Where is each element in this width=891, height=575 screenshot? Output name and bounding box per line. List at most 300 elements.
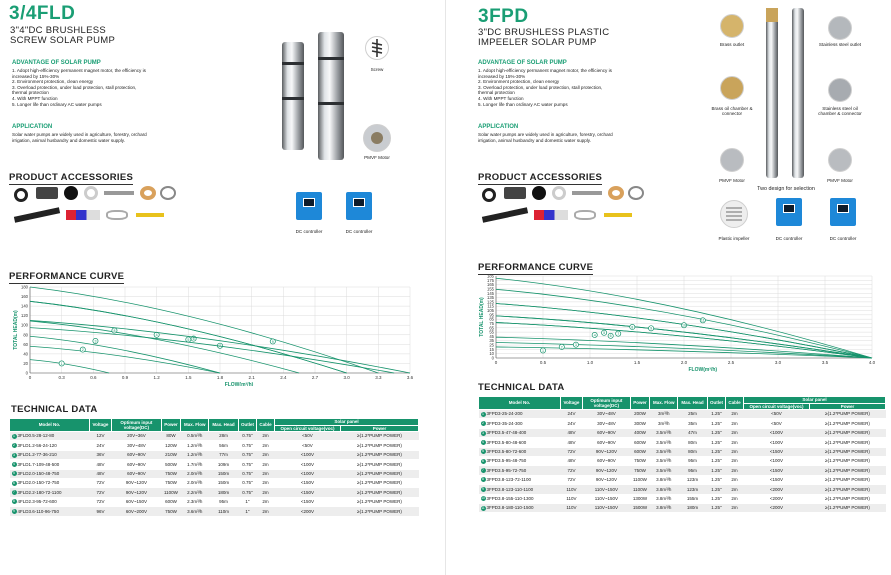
cell-max-head: 155m — [678, 494, 707, 503]
cell-optimum-voltage: 90V~120V — [111, 488, 161, 497]
accessory-screwdriver — [604, 213, 632, 217]
cell-cable: 2m — [726, 456, 744, 465]
x-axis-label: FLOW(m³/h) — [224, 382, 254, 386]
accessory-clamp — [160, 186, 176, 200]
model-number: 3FPD3.5-80-72-600 — [486, 449, 527, 454]
x-tick-label: 0.3 — [58, 375, 65, 380]
table-row — [479, 456, 886, 465]
left-page-3-4fld — [0, 0, 445, 575]
cell-max-flow: 0.5m³/h — [181, 432, 209, 441]
y-tick-label: 125 — [487, 299, 494, 305]
y-tick-label: 15 — [489, 346, 494, 352]
th-flow: Max. Flow — [650, 397, 678, 410]
y-tick-label: 145 — [487, 290, 494, 296]
cell-power: 600W — [630, 447, 649, 456]
cell-optimum-voltage: 110V~150V — [582, 485, 630, 494]
cell-model — [479, 475, 561, 484]
cell-max-flow: 3.8m³/h — [650, 494, 678, 503]
series-marker-label: 1 — [542, 348, 544, 353]
table-row — [479, 419, 886, 428]
application-text — [478, 132, 668, 143]
cell-model — [479, 503, 561, 512]
model-number: 3FPD3.5-95-48-750 — [486, 458, 527, 464]
cell-outlet: 0.75" — [238, 432, 257, 441]
right-page-3fpd — [446, 0, 891, 575]
cell-power: 600W — [161, 497, 180, 506]
cell-cable: 2m — [726, 428, 744, 437]
advantage-item: 3. Overload protection, under load protection, stall protection, — [12, 84, 137, 90]
cell-voc: <100V — [743, 456, 809, 465]
y-tick-label: 10 — [489, 351, 494, 357]
cell-max-flow: 3.8m³/h — [650, 475, 678, 484]
controller-screen — [837, 204, 849, 213]
x-tick-label: 2.7 — [311, 375, 319, 380]
series-marker-label: 7 — [219, 344, 221, 349]
cell-power: 750W — [630, 456, 649, 465]
performance-curve-title: PERFORMANCE CURVE — [9, 271, 125, 282]
cell-voltage: 72V — [561, 475, 583, 484]
cell-voc: <200V — [743, 485, 809, 494]
cell-panel-power: ≥(1.2*PUMP POWER) — [341, 488, 419, 497]
cell-optimum-voltage: 30V~48V — [111, 441, 161, 450]
cell-cable: 2m — [257, 432, 275, 441]
cell-voc: <150V — [743, 475, 809, 484]
cell-voc: <50V — [274, 432, 340, 441]
cell-voltage: 48V — [561, 438, 583, 447]
dc-controller-label-1: DC controller — [295, 229, 323, 234]
subtitle-line-2: IMPEELER SOLAR PUMP — [478, 37, 597, 48]
cell-voltage: 72V — [561, 466, 583, 475]
accessory-rope — [140, 186, 156, 200]
cell-voltage: 24V — [561, 410, 583, 419]
x-tick-label: 3.6 — [406, 375, 414, 380]
cell-model — [479, 438, 561, 447]
th-voc: Open circuit voltage(voc) — [743, 403, 809, 410]
table-row — [10, 497, 419, 506]
accessory-wire-loop — [574, 210, 596, 220]
accessory-screw — [104, 191, 134, 195]
table-row — [479, 466, 886, 475]
advantage-item: 1. Adopt high-efficiency permanent magnet motor, the efficiency is — [478, 68, 612, 73]
table-row — [10, 488, 419, 497]
x-tick-label: 1.8 — [216, 375, 224, 380]
advantage-item: 5. Longer life than ordinary AC water pumps — [478, 101, 568, 107]
x-tick-label: 1.2 — [153, 375, 160, 380]
accessory-connectors — [66, 210, 100, 220]
cell-voc: <150V — [743, 466, 809, 475]
application-line: Solar water pumps are widely used in agriculture, forestry, orchard — [478, 132, 613, 137]
cell-max-flow: 2.2m³/h — [181, 488, 209, 497]
cell-outlet: 1.25" — [707, 494, 726, 503]
brass-outlet-label: Brass outlet — [719, 42, 745, 47]
x-tick-label: 0 — [28, 375, 32, 380]
cell-optimum-voltage: 60V~90V — [582, 428, 630, 437]
th-model: Model No. — [479, 397, 561, 410]
x-tick-label: 4.0 — [868, 360, 876, 365]
cell-power: 1500W — [630, 503, 649, 512]
cell-outlet: 1.25" — [707, 503, 726, 512]
cell-cable: 2m — [726, 466, 744, 475]
accessory-tape-white — [552, 186, 566, 200]
accessory-tape-black — [64, 186, 78, 200]
y-tick-label: 20 — [23, 360, 28, 366]
table-row — [10, 450, 419, 459]
cell-voltage: 72V — [90, 478, 112, 487]
cell-optimum-voltage: 90V~120V — [111, 478, 161, 487]
y-tick-label: 85 — [489, 316, 494, 322]
y-tick-label: 135 — [487, 295, 494, 301]
model-number: 3FPD3.8-180-110-1500 — [486, 505, 534, 511]
cell-outlet: 0.75" — [238, 460, 257, 469]
th-power: Power — [630, 397, 649, 410]
cell-outlet: 1.25" — [707, 410, 726, 419]
stainless-outlet-label: Stainless steel outlet — [818, 42, 862, 47]
th-power: Power — [161, 419, 180, 432]
row-number-badge: 10 — [481, 496, 485, 501]
y-tick-label: 80 — [23, 332, 28, 338]
y-tick-label: 165 — [487, 282, 494, 288]
cell-panel-power: ≥(1.2*PUMP POWER) — [810, 438, 886, 447]
model-number: 4FLD2.3-95-72-600 — [17, 499, 57, 505]
row-number-badge: 1 — [482, 411, 484, 416]
controller-screen — [783, 204, 795, 213]
brass-oil-chamber-image — [720, 76, 744, 100]
cell-cable: 2m — [726, 494, 744, 503]
cell-voltage: 72V — [90, 488, 112, 497]
model-number: 3FLD1.7-109-48-500 — [17, 461, 60, 467]
advantage-item: 2. Environment protection, clean energy — [12, 79, 94, 85]
cell-panel-power: ≥(1.2*PUMP POWER) — [341, 441, 419, 450]
table-row — [479, 438, 886, 447]
screw-label: Screw — [370, 67, 384, 72]
cell-max-head: 80m — [678, 438, 707, 447]
x-tick-label: 0 — [494, 360, 498, 365]
pump-ring — [318, 102, 344, 105]
cell-voc: <100V — [743, 428, 809, 437]
row-number-badge: 3 — [13, 452, 15, 457]
cell-max-flow: 3.8m³/h — [650, 503, 678, 512]
cell-panel-power: ≥(1.2*PUMP POWER) — [810, 456, 886, 465]
cell-model — [10, 497, 90, 506]
cell-panel-power: ≥(1.2*PUMP POWER) — [341, 450, 419, 459]
cell-voc: <150V — [274, 488, 340, 497]
cell-model — [10, 450, 90, 459]
cell-voc: <50V — [274, 441, 340, 450]
accessory-rope — [608, 186, 624, 200]
stainless-outlet-image — [828, 16, 852, 40]
pump-ring — [282, 97, 304, 100]
cell-model — [479, 466, 561, 475]
x-tick-label: 2.5 — [727, 360, 735, 365]
cell-voc: <100V — [274, 460, 340, 469]
dc-controller-image-1 — [776, 198, 802, 226]
row-number-badge: 7 — [482, 468, 484, 473]
performance-chart-right — [470, 272, 882, 376]
x-tick-label: 0.6 — [90, 375, 97, 380]
cell-voltage: 72V — [561, 447, 583, 456]
x-tick-label: 3.0 — [774, 360, 782, 365]
model-number: 3FLD0.5-28-12-80 — [17, 433, 55, 439]
cell-cable: 2m — [257, 460, 275, 469]
y-tick-label: 45 — [489, 333, 494, 339]
cell-max-flow: 3.5m³/h — [650, 428, 678, 437]
th-panel-power: Power — [810, 403, 886, 410]
th-voc: Open circuit voltage(voc) — [274, 425, 340, 432]
table-row — [10, 478, 419, 487]
accessory-wire-loop — [106, 210, 128, 220]
cell-panel-power: ≥(1.2*PUMP POWER) — [341, 478, 419, 487]
table-row — [10, 441, 419, 450]
cell-panel-power: ≥(1.2*PUMP POWER) — [810, 494, 886, 503]
series-marker-label: 1 — [60, 361, 63, 366]
x-tick-label: 1.0 — [586, 360, 594, 365]
application-line: Solar water pumps are widely used in agriculture, forestry, orchard — [12, 132, 147, 137]
model-number: 3FPD3-25-24-200 — [486, 411, 523, 417]
pmvf-motor-image — [363, 124, 391, 152]
cell-optimum-voltage: 60V~90V — [582, 438, 630, 447]
y-tick-label: 175 — [487, 277, 494, 283]
row-number-badge: 7 — [13, 490, 15, 495]
application-line: irrigation, animal husbandry and domestic water supply. — [478, 137, 592, 143]
model-number: 3FLD2.2-180-72-1100 — [17, 489, 62, 495]
table-row — [479, 485, 886, 494]
cell-model — [10, 460, 90, 469]
cell-voltage: 48V — [90, 469, 112, 478]
model-number: 3FPD3.8-123-110-1100 — [486, 486, 534, 492]
row-number-badge: 3 — [482, 430, 484, 435]
cell-voltage: 72V — [90, 497, 112, 506]
y-tick-label: 180 — [21, 284, 28, 290]
cell-voltage: 24V — [561, 419, 583, 428]
cell-optimum-voltage: 110V~150V — [582, 494, 630, 503]
x-tick-label: 0.5 — [539, 360, 547, 365]
cell-max-head: 150m — [209, 478, 238, 487]
cell-max-flow: 2.3m³/h — [181, 497, 209, 506]
dc-controller-label-2: DC controller — [345, 229, 373, 234]
controller-screen — [303, 198, 315, 207]
cell-max-flow: 3.8m³/h — [650, 485, 678, 494]
accessory-heat-shrink — [482, 207, 528, 222]
cell-max-flow: 3m³/h — [650, 419, 678, 428]
y-tick-label: 105 — [487, 308, 494, 314]
cell-voc: <150V — [274, 497, 340, 506]
cell-panel-power: ≥(1.2*PUMP POWER) — [810, 447, 886, 456]
accessory-clamp — [628, 186, 644, 200]
series-line-7 — [30, 287, 378, 373]
y-tick-label: 65 — [489, 325, 494, 331]
advantage-item: 4. With MPPT function — [12, 95, 58, 101]
stainless-oil-label: Stainless steel oil chamber & connector — [818, 106, 862, 116]
cell-outlet: 1.25" — [707, 428, 726, 437]
accessory-cable-gland — [504, 187, 526, 199]
cell-power: 210W — [161, 450, 180, 459]
table-row — [479, 410, 886, 419]
th-voltage: Voltage — [561, 397, 583, 410]
cell-max-head: 95m — [678, 466, 707, 475]
x-tick-label: 1.5 — [633, 360, 641, 365]
technical-data-title: TECHNICAL DATA — [11, 404, 98, 415]
y-tick-label: 0 — [25, 370, 28, 376]
model-number: 3FPD3.5-47-48-400 — [486, 430, 527, 436]
advantage-item: 1. Adopt high-efficiency permanent magnet motor, the efficiency is — [12, 68, 146, 73]
model-title: 3FPD — [478, 6, 529, 27]
cell-model — [479, 485, 561, 494]
cell-model — [10, 478, 90, 487]
cell-max-head: 47m — [678, 428, 707, 437]
series-marker-label: 2 — [81, 347, 84, 352]
motor-label: PMVF Motor — [364, 155, 390, 160]
th-head: Max. Head — [209, 419, 238, 432]
cell-voc: <200V — [743, 503, 809, 512]
brass-head — [766, 8, 778, 22]
cell-max-flow: 1.7m³/h — [181, 460, 209, 469]
table-row — [10, 432, 419, 441]
accessories-title: PRODUCT ACCESSORIES — [478, 172, 603, 183]
series-marker-label: 2 — [560, 345, 563, 350]
accessory-connectors — [534, 210, 568, 220]
series-marker-label: 3 — [574, 343, 577, 348]
subtitle-line-2: SCREW SOLAR PUMP — [10, 35, 116, 46]
model-title: 3/4FLD — [9, 3, 76, 24]
cell-power: 1100W — [630, 485, 649, 494]
y-tick-label: 120 — [21, 313, 28, 319]
x-tick-label: 1.5 — [185, 375, 192, 380]
series-marker-label: 6 — [609, 334, 612, 339]
two-design-label: Two design for selection — [757, 186, 815, 192]
row-number-badge: 2 — [13, 443, 15, 448]
dc-controller-image-1 — [296, 192, 322, 220]
cell-optimum-voltage: 90V~120V — [582, 466, 630, 475]
subtitle-line-1: 3"4"DC BRUSHLESS — [10, 25, 107, 36]
th-optimum: Optimum input voltage(DC) — [582, 397, 630, 410]
cell-max-flow: 3.5m³/h — [650, 456, 678, 465]
model-number: 3FPD3.5-95-72-750 — [486, 467, 527, 473]
table-row — [479, 447, 886, 456]
technical-data-title: TECHNICAL DATA — [478, 382, 565, 393]
cell-power: 750W — [630, 466, 649, 475]
cell-voltage: 36V — [90, 450, 112, 459]
cell-voltage: 96V — [90, 507, 112, 516]
advantage-item: increased by 15%-30% — [478, 73, 526, 79]
table-row — [10, 507, 419, 516]
cell-panel-power: ≥(1.2*PUMP POWER) — [810, 475, 886, 484]
model-number: 3FLD1.2-77-36-210 — [17, 452, 57, 458]
cell-voc: <150V — [274, 478, 340, 487]
cell-max-flow: 3.5m³/h — [650, 438, 678, 447]
series-line-1 — [30, 360, 109, 373]
row-number-badge: 6 — [482, 458, 484, 463]
model-number: 3FLD2.0-150-48-750 — [17, 471, 60, 476]
cell-outlet: 1.25" — [707, 456, 726, 465]
cell-power: 300W — [630, 419, 649, 428]
cell-voltage: 48V — [561, 456, 583, 465]
cell-outlet: 1.25" — [707, 466, 726, 475]
table-row — [479, 494, 886, 503]
model-number: 4FLD3.6-110-96-750 — [17, 508, 59, 514]
cell-cable: 2m — [726, 503, 744, 512]
y-tick-label: 160 — [21, 294, 28, 300]
advantage-item: 2. Environment protection, clean energy — [478, 79, 560, 85]
cell-model — [10, 469, 90, 478]
cell-power: 750W — [161, 469, 180, 478]
cell-cable: 2m — [726, 419, 744, 428]
x-tick-label: 3.0 — [343, 375, 350, 380]
cell-model — [10, 507, 90, 516]
cell-optimum-voltage: 110V~150V — [582, 503, 630, 512]
model-number: 3FLD2.0-150-72-750 — [17, 480, 60, 486]
cell-max-flow: 3m³/h — [650, 410, 678, 419]
cell-max-head: 123m — [678, 485, 707, 494]
cell-max-head: 95m — [209, 497, 238, 506]
application-text — [12, 132, 202, 143]
cell-cable: 2m — [726, 410, 744, 419]
cell-cable: 2m — [257, 488, 275, 497]
y-tick-label: 185 — [487, 273, 494, 279]
th-model: Model No. — [10, 419, 90, 432]
application-title: APPLICATION — [478, 124, 519, 130]
performance-chart-left — [4, 282, 416, 386]
cell-optimum-voltage: 60V~90V — [111, 450, 161, 459]
accessories-title: PRODUCT ACCESSORIES — [9, 172, 134, 183]
cell-panel-power: ≥(1.2*PUMP POWER) — [810, 466, 886, 475]
advantage-item: thermal protection — [12, 90, 49, 96]
cell-max-head: 180m — [209, 488, 238, 497]
x-tick-label: 3.5 — [821, 360, 829, 365]
cell-max-head: 110m — [209, 507, 238, 516]
cell-max-head: 180m — [678, 503, 707, 512]
accessory-heat-shrink — [14, 207, 60, 222]
cell-max-flow: 3.5m³/h — [650, 466, 678, 475]
series-marker-label: 5 — [187, 337, 190, 342]
cell-voltage: 48V — [561, 428, 583, 437]
y-tick-label: 25 — [489, 342, 494, 348]
th-outlet: Outlet — [707, 397, 726, 410]
model-number: 3FPD3-35-24-300 — [486, 420, 523, 426]
th-head: Max. Head — [678, 397, 707, 410]
cell-panel-power: ≥(1.2*PUMP POWER) — [341, 460, 419, 469]
pmvf-motor-image-1 — [720, 148, 744, 172]
cell-max-head: 109m — [209, 460, 238, 469]
row-number-badge: 11 — [481, 505, 485, 510]
controller-screen — [353, 198, 365, 207]
cell-outlet: 0.75" — [238, 441, 257, 450]
model-number: 3FLD1.2-56-24-120 — [17, 442, 57, 448]
x-tick-label: 3.3 — [375, 375, 382, 380]
cell-optimum-voltage: 30V~48V — [582, 410, 630, 419]
cell-power: 120W — [161, 441, 180, 450]
cell-optimum-voltage: 30V~48V — [582, 419, 630, 428]
cell-model — [479, 494, 561, 503]
cell-max-flow: 1.2m³/h — [181, 450, 209, 459]
cell-panel-power: ≥(1.2*PUMP POWER) — [341, 432, 419, 441]
cell-outlet: 0.75" — [238, 469, 257, 478]
series-marker-label: 4 — [593, 333, 596, 338]
pump-image-steel — [792, 8, 804, 178]
cell-cable: 2m — [257, 441, 275, 450]
dc-controller-image-2 — [830, 198, 856, 226]
x-axis-label: FLOW(m³/h) — [688, 367, 718, 373]
series-marker-label: 9 — [271, 339, 274, 344]
application-title: APPLICATION — [12, 124, 53, 130]
cell-max-head: 123m — [678, 475, 707, 484]
cell-max-head: 35m — [678, 419, 707, 428]
subtitle-line-1: 3"DC BRUSHLESS PLASTIC — [478, 27, 610, 38]
cell-max-flow: 2.0m³/h — [181, 478, 209, 487]
row-number-badge: 1 — [13, 433, 15, 438]
cell-outlet: 0.75" — [238, 488, 257, 497]
accessory-tape-black — [532, 186, 546, 200]
technical-data-table — [9, 418, 419, 517]
